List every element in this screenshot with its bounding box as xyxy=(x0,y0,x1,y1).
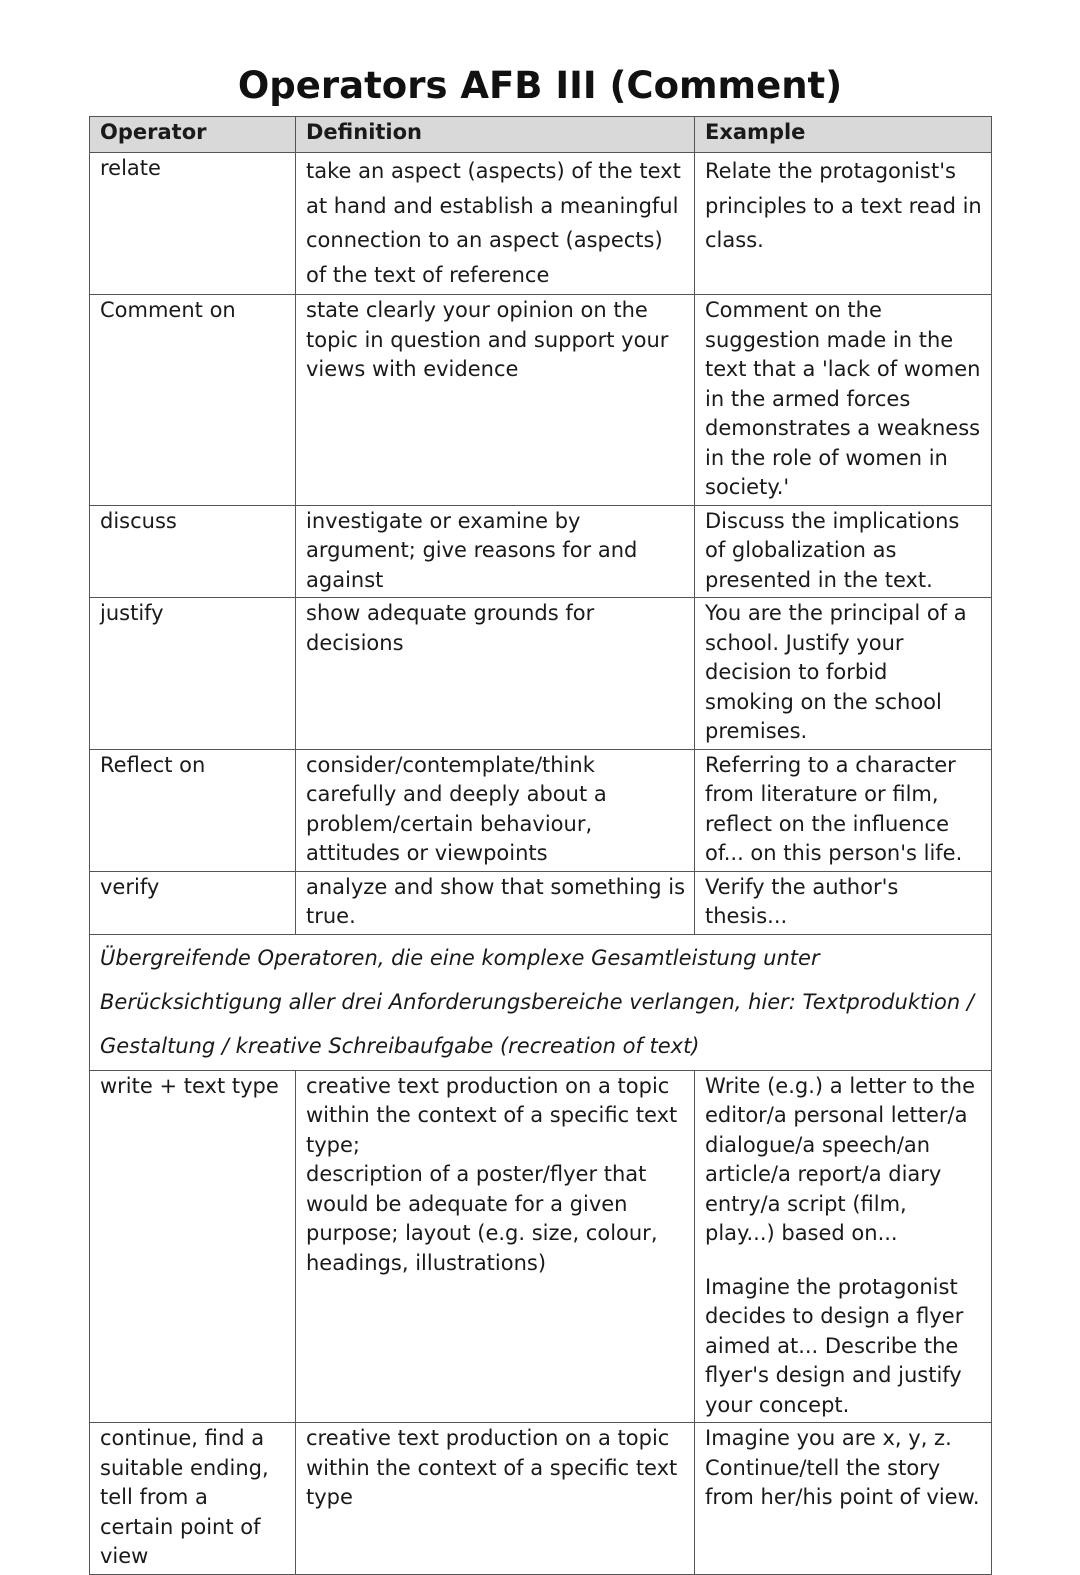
table-row xyxy=(90,871,992,934)
definition-cell: creative text production on a topic within the context of a specific text type xyxy=(296,1423,695,1575)
page-title: Operators AFB III (Comment) xyxy=(237,64,843,107)
table-row xyxy=(90,598,992,750)
operator-cell: continue, find a suitable ending, tell from a certain point of view xyxy=(90,1423,296,1575)
example-cell: Referring to a character from literature or film, reflect on the influence of... on this person's life. xyxy=(695,749,992,871)
definition-part: description of a poster/flyer that would be adequate for a given purpose; layout (e.g. size, colour, headings, illustrations) xyxy=(306,1162,658,1275)
example-part: Imagine the protagonist decides to design a flyer aimed at... Describe the flyer's design and justify your concept. xyxy=(705,1274,964,1417)
operator-cell: justify xyxy=(90,598,296,750)
definition-cell: show adequate grounds for decisions xyxy=(296,598,695,750)
header-definition: Definition xyxy=(296,117,695,153)
definition-part: creative text production on a topic within the context of a specific text type; xyxy=(306,1073,678,1157)
definition-cell: investigate or examine by argument; give reasons for and against xyxy=(296,505,695,598)
table-row xyxy=(90,505,992,598)
operators-table xyxy=(89,116,992,1575)
table-row xyxy=(90,1070,992,1423)
table-row xyxy=(90,749,992,871)
example-cell xyxy=(695,1070,992,1423)
operator-cell: verify xyxy=(90,871,296,934)
definition-cell: consider/contemplate/think carefully and deeply about a problem/certain behaviour, attitudes or viewpoints xyxy=(296,749,695,871)
header-operator: Operator xyxy=(90,117,296,153)
example-cell: Relate the protagonist's principles to a text read in class. xyxy=(695,153,992,295)
definition-cell: take an aspect (aspects) of the text at hand and establish a meaningful connection to an aspect (aspects) of the text of reference xyxy=(296,153,695,295)
definition-cell: state clearly your opinion on the topic in question and support your views with evidence xyxy=(296,295,695,506)
table-row xyxy=(90,153,992,295)
example-cell: Imagine you are x, y, z. Continue/tell the story from her/his point of view. xyxy=(695,1423,992,1575)
example-cell: Verify the author's thesis... xyxy=(695,871,992,934)
example-part: Write (e.g.) a letter to the editor/a personal letter/a dialogue/a speech/an article/a report/a diary entry/a script (film, play...) based on... xyxy=(705,1073,975,1245)
example-cell: You are the principal of a school. Justify your decision to forbid smoking on the school premises. xyxy=(695,598,992,750)
operator-cell: Reflect on xyxy=(90,749,296,871)
operator-cell: discuss xyxy=(90,505,296,598)
definition-cell: analyze and show that something is true. xyxy=(296,871,695,934)
note-cell: Übergreifende Operatoren, die eine komplexe Gesamtleistung unter Berücksichtigung aller drei Anforderungsbereiche verlangen, hier: Textproduktion / Gestaltung / kreative Schreibaufgabe (recreation of text) xyxy=(90,934,992,1070)
example-cell: Comment on the suggestion made in the text that a 'lack of women in the armed forces demonstrates a weakness in the role of women in society.' xyxy=(695,295,992,506)
example-cell: Discuss the implications of globalization as presented in the text. xyxy=(695,505,992,598)
operator-cell: relate xyxy=(90,153,296,295)
note-row xyxy=(90,934,992,1070)
table-row xyxy=(90,1423,992,1575)
header-example: Example xyxy=(695,117,992,153)
operator-cell: Comment on xyxy=(90,295,296,506)
operator-cell: write + text type xyxy=(90,1070,296,1423)
definition-cell xyxy=(296,1070,695,1423)
table-row xyxy=(90,295,992,506)
table-header-row xyxy=(90,117,992,153)
